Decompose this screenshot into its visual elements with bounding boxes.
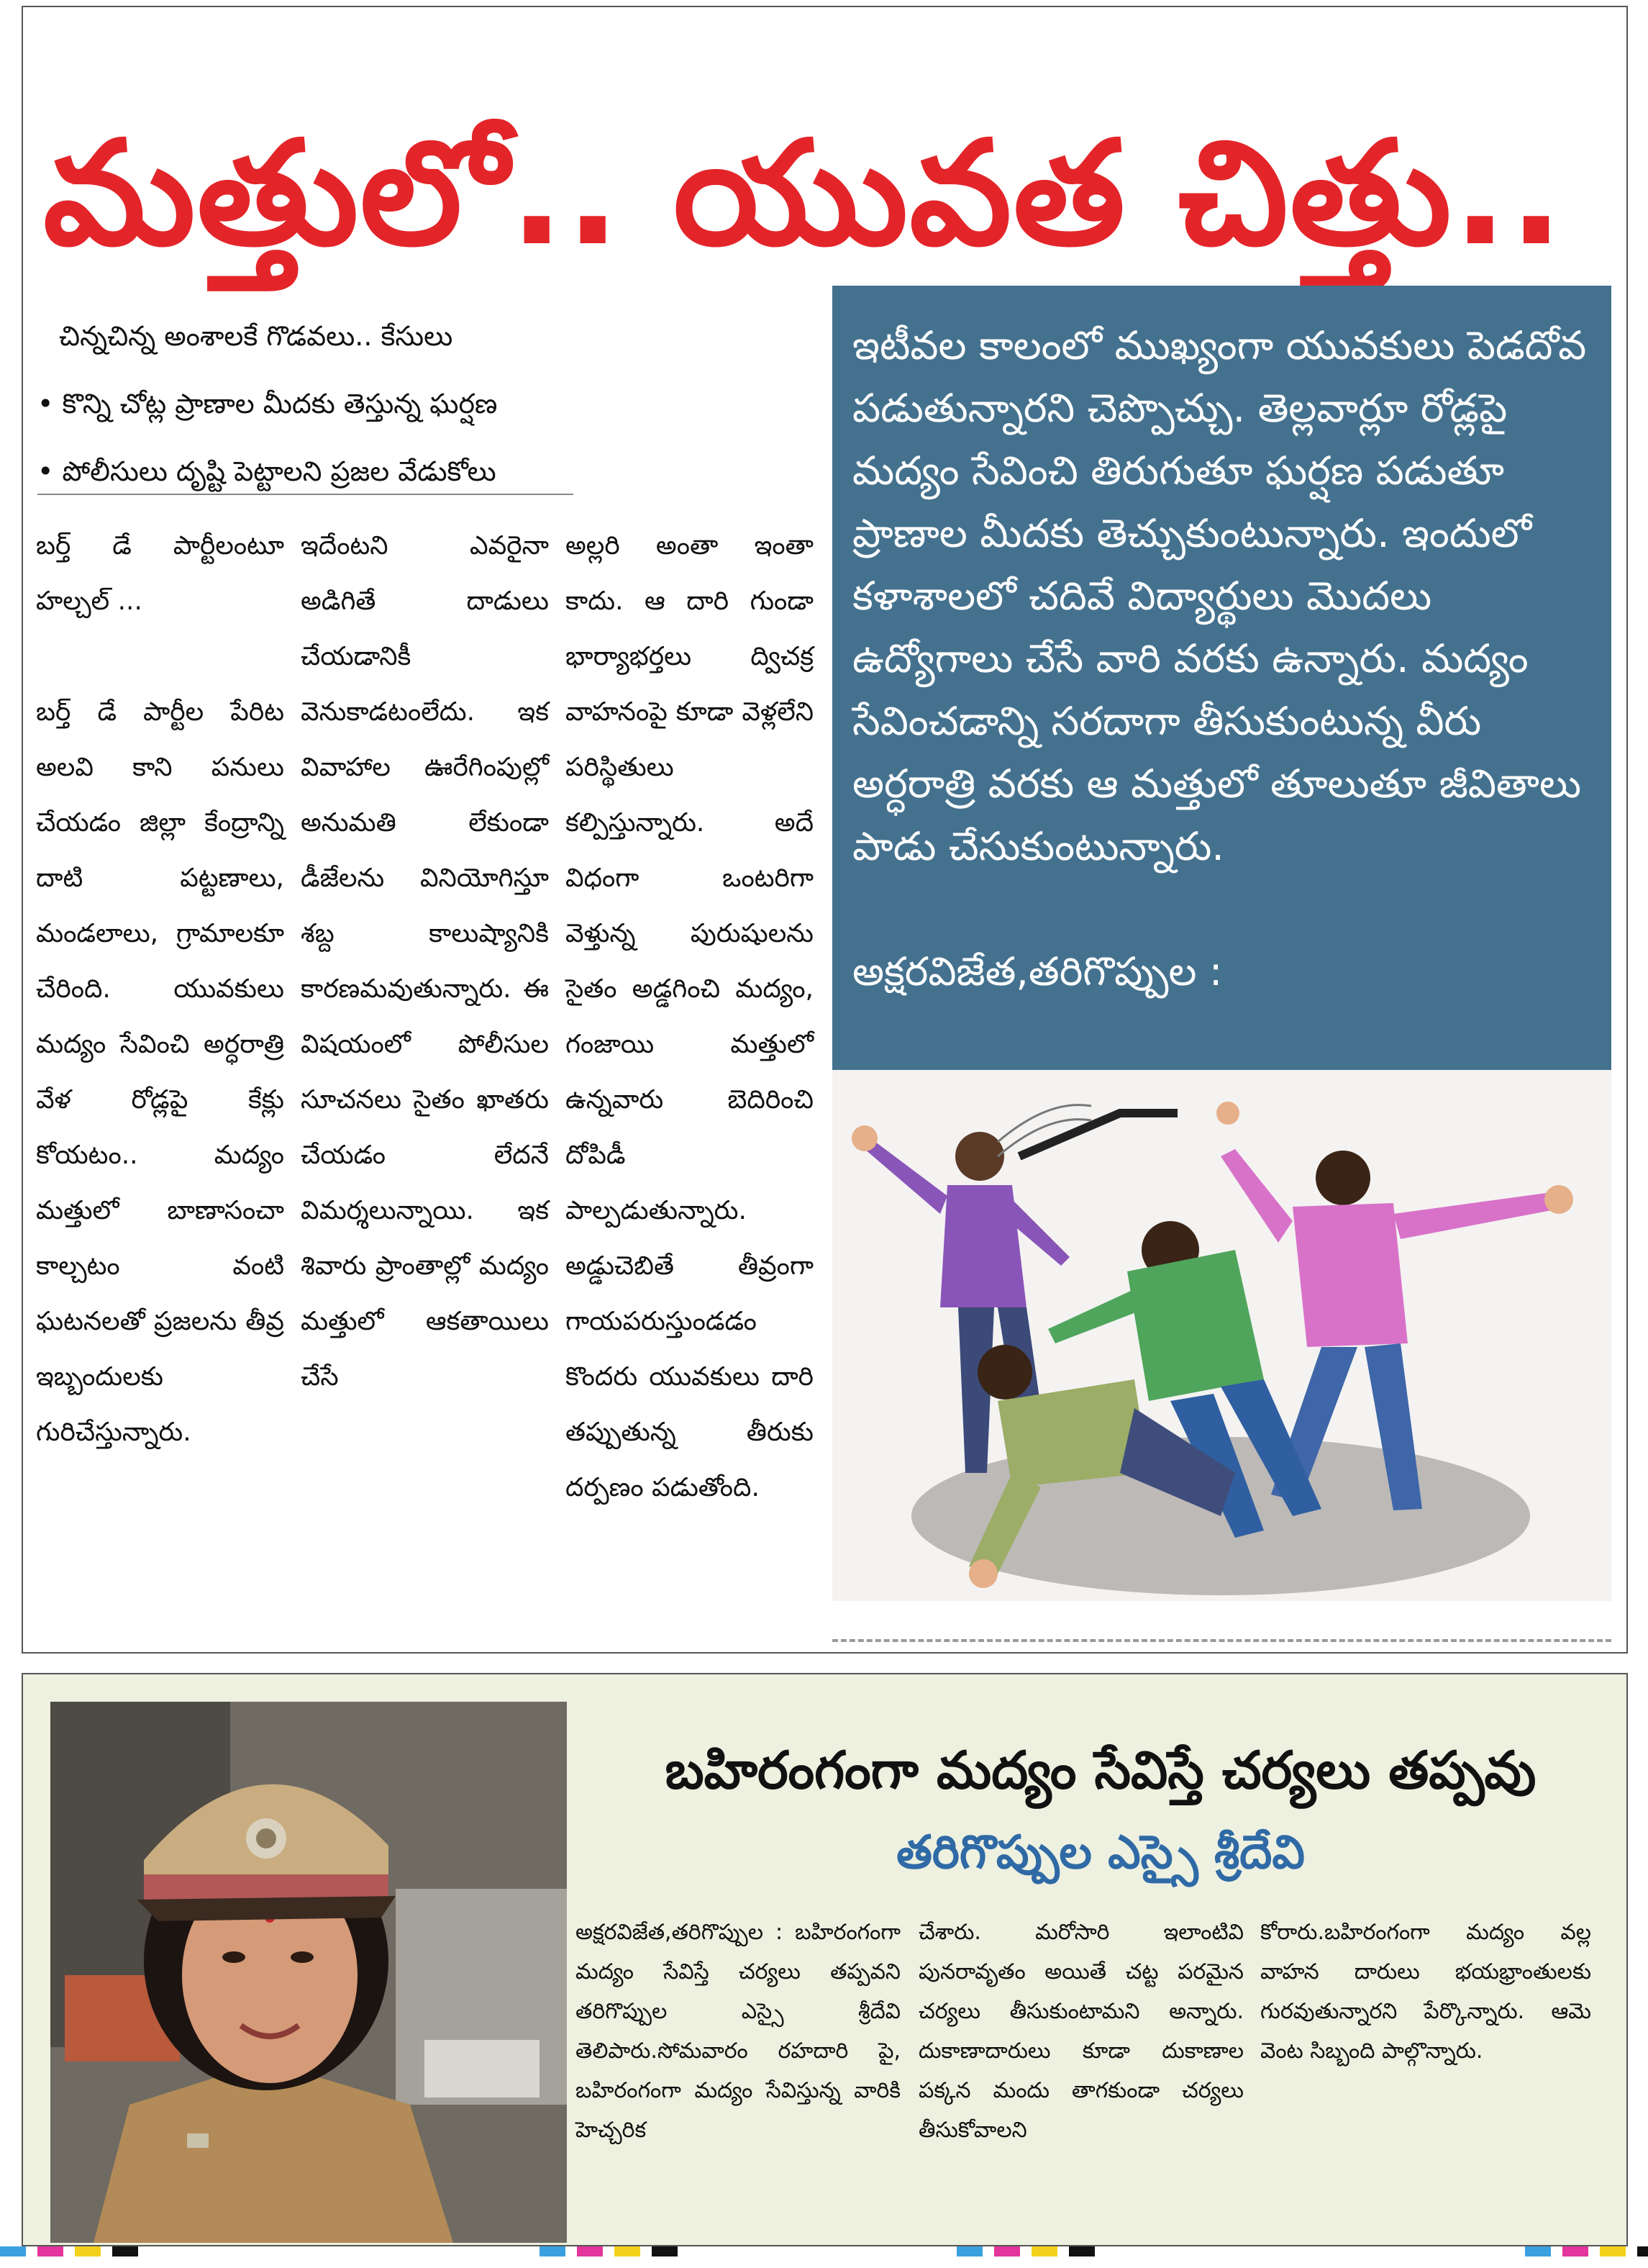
registration-mark: [0, 2246, 26, 2256]
officer-photo: [50, 1702, 567, 2243]
registration-mark: [37, 2246, 63, 2256]
registration-mark: [1600, 2246, 1626, 2256]
registration-mark: [994, 2246, 1020, 2256]
registration-mark: [1032, 2246, 1057, 2256]
subheading: చిన్నచిన్న అంశాలకే గొడవలు.. కేసులు: [59, 320, 453, 352]
registration-mark: [540, 2246, 565, 2256]
registration-mark: [112, 2246, 138, 2256]
officer-story-paragraph: చేశారు. మరోసారి ఇలాంటివి పునరావృతం అయితే చట్ట పరమైన చర్యలు తీసుకుంటామని అన్నారు. దుకాణాదారులు కూడా దుకాణాల పక్కన మందు తాగకుండా చర్యలు తీసుకోవాలని: [919, 1920, 1244, 2143]
article-column-2: [301, 518, 549, 1626]
registration-mark: [577, 2246, 603, 2256]
officer-story-column-1: [575, 1913, 901, 2186]
officer-story-column-3: [1260, 1913, 1591, 2186]
officer-story-headline: బహిరంగంగా మద్యం సేవిస్తే చర్యలు తప్పవు: [665, 1740, 1537, 1800]
dashed-divider: [832, 1639, 1611, 1642]
subheading: • పోలీసులు దృష్టి పెట్టాలని ప్రజల వేడుకోలు: [37, 455, 496, 487]
headline: మత్తులో.. యువత చిత్తు..: [43, 110, 1565, 278]
article-paragraph: ఇదేంటని ఎవరైనా అడిగితే దాడులు చేయడానికీ వెనుకాడటంలేదు. ఇక వివాహాల ఊరేగింపుల్లో అనుమతి లేకుండా డీజేలను వినియోగిస్తూ శబ్ద కాలుష్యానికి కారణమవుతున్నారు. ఈ విషయంలో పోలీసుల సూచనలు సైతం ఖాతరు చేయడం లేదనే విమర్శలున్నాయి. ఇక శివారు ప్రాంతాల్లో మద్యం మత్తులో ఆకతాయిలు చేసే: [301, 531, 549, 1392]
stick: [1019, 1113, 1178, 1156]
registration-mark: [1069, 2246, 1095, 2256]
highlight-text: ఇటీవల కాలంలో ముఖ్యంగా యువకులు పెడదోవ పడుతున్నారని చెప్పొచ్చు. తెల్లవార్లూ రోడ్లపై మద్యం సేవించి తిరుగుతూ ఘర్షణ పడుతూ ప్రాణాల మీదకు తెచ్చుకుంటున్నారు. ఇందులో కళాశాలలో చదివే విద్యార్థులు మొదలు ఉద్యోగాలు చేసే వారి వరకు ఉన్నారు. మద్యం సేవించడాన్ని సరదాగా తీసుకుంటున్న వీరు అర్ధరాత్రి వరకు ఆ మత్తులో తూలుతూ జీవితాలు పాడు చేసుకుంటున్నారు.: [852, 322, 1587, 869]
article-column-3: [565, 518, 814, 1626]
officer-story-paragraph: కోరారు.బహిరంగంగా మద్యం వల్ల వాహన దారులు భయభ్రాంతులకు గురవుతున్నారని పేర్కొన్నారు. ఆమె వెంట సిబ్బంది పాల్గొన్నారు.: [1260, 1920, 1591, 2064]
article-intro: బర్త్ డే పార్టీలంటూ హల్చల్ ...: [36, 531, 284, 616]
subheading: • కొన్ని చోట్ల ప్రాణాల మీదకు తెస్తున్న ఘర్షణ: [37, 388, 498, 419]
fight-illustration-image: [832, 1070, 1611, 1601]
registration-mark: [652, 2246, 678, 2256]
article-paragraph: బర్త్ డే పార్టీల పేరిట అలవి కాని పనులు చేయడం జిల్లా కేంద్రాన్ని దాటి పట్టణాలు, మండలాలు, గ్రామాలకూ చేరింది. యువకులు మద్యం సేవించి అర్ధరాత్రి వేళ రోడ్లపై కేక్లు కోయటం.. మద్యం మత్తులో బాణాసంచా కాల్చటం వంటి ఘటనలతో ప్రజలను తీవ్ర ఇబ్బందులకు గురిచేస్తున్నారు.: [36, 697, 284, 1447]
registration-mark: [1562, 2246, 1588, 2256]
subheadings: [37, 302, 577, 505]
highlight-box: [832, 286, 1611, 1070]
registration-mark: [75, 2246, 101, 2256]
article-paragraph: అల్లరి అంతా ఇంతా కాదు. ఆ దారి గుండా భార్యాభర్తలు ద్విచక్ర వాహనంపై కూడా వెళ్లలేని పరిస్థితులు కల్పిస్తున్నారు. అదే విధంగా ఒంటరిగా వెళ్తున్న పురుషులను సైతం అడ్డగించి మద్యం, గంజాయి మత్తులో ఉన్నవారు బెదిరించి దోపిడీ పాల్పడుతున్నారు. అడ్డుచెబితే తీవ్రంగా గాయపరుస్తుండడం కొందరు యువకులు దారి తప్పుతున్న తీరుకు దర్పణం పడుతోంది.: [565, 531, 814, 1502]
officer-story-byline: తరిగొప్పుల ఎస్సై శ్రీదేవి: [896, 1826, 1305, 1879]
officer-photo-image: [50, 1702, 567, 2243]
registration-mark: [614, 2246, 640, 2256]
paragraph-gap: [36, 629, 284, 684]
registration-mark: [1637, 2246, 1648, 2256]
subheading-divider: [37, 494, 573, 495]
registration-mark: [1525, 2246, 1551, 2256]
article-column-1: [36, 518, 284, 1626]
officer-story-paragraph: అక్షరవిజేత,తరిగొప్పుల : బహిరంగంగా మద్యం సేవిస్తే చర్యలు తప్పవని తరిగొప్పుల ఎస్సై శ్రీదేవి తెలిపారు.సోమవారం రహదారి పై, బహిరంగంగా మద్యం సేవిస్తున్న వారికి హెచ్చరిక: [575, 1920, 901, 2143]
officer-story-column-2: [919, 1913, 1244, 2186]
highlight-dateline: అక్షరవిజేత,తరిగొప్పుల :: [852, 948, 1223, 994]
fight-illustration: [832, 1070, 1611, 1601]
registration-mark: [957, 2246, 983, 2256]
